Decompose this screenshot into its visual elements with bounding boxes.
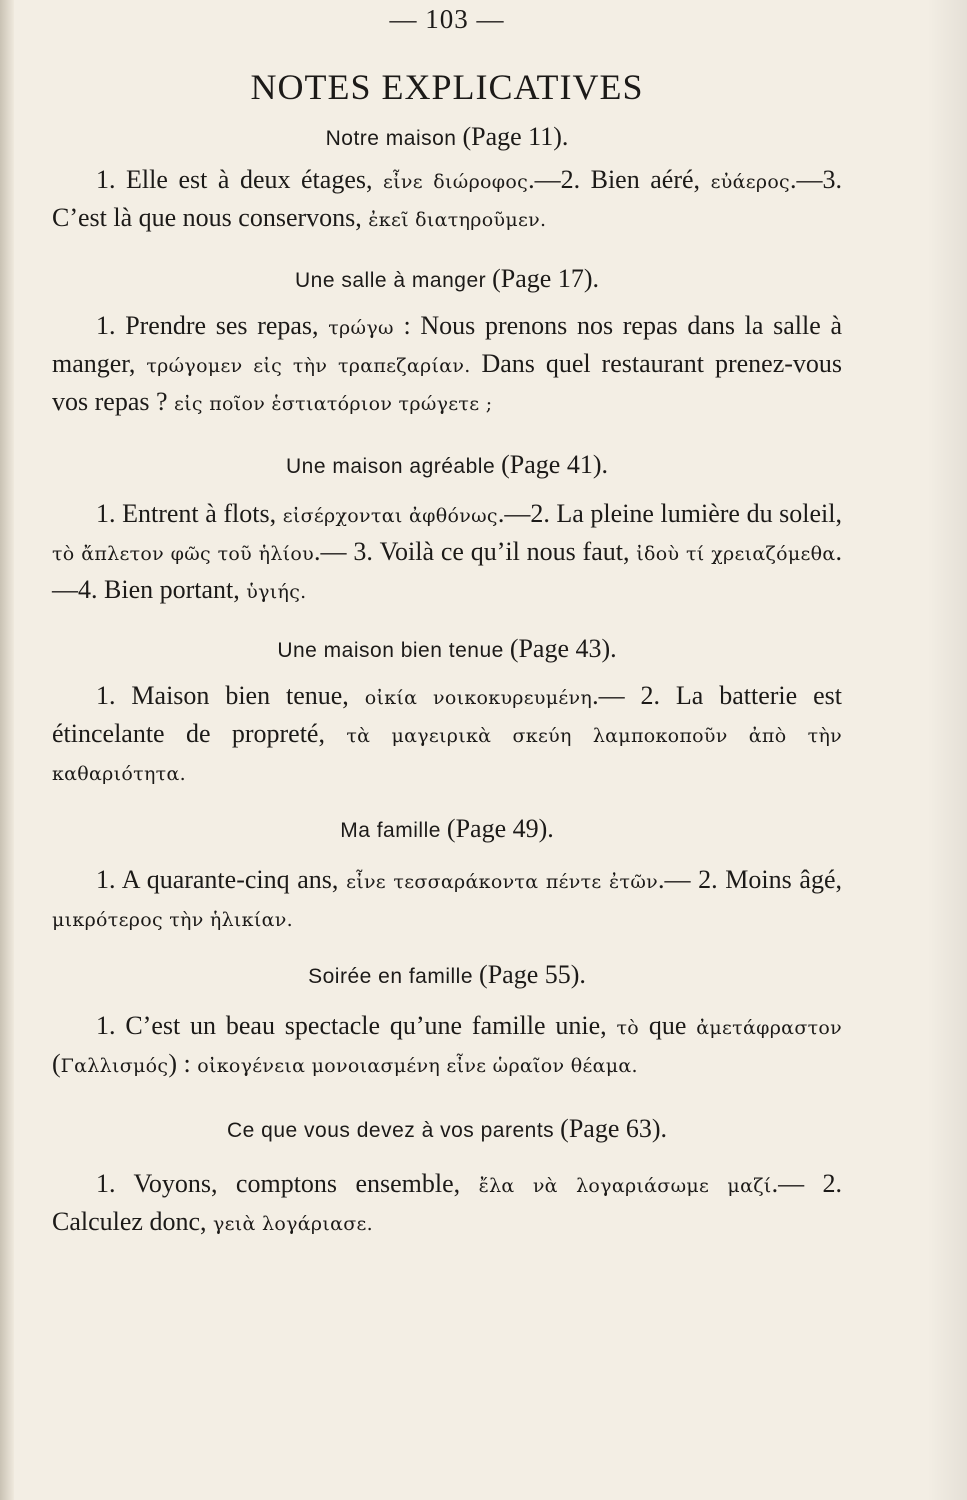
greek-gloss: τὸ ἄπλετον φῶς τοῦ ἡλίου (52, 543, 315, 565)
page-fold-shadow (927, 0, 967, 1500)
section-title: Notre maison (325, 127, 457, 150)
section-body (52, 308, 842, 422)
section-page-ref: (Page 41). (501, 450, 608, 479)
page-edge (0, 0, 14, 1500)
greek-gloss: Γαλλισμός (60, 1055, 169, 1077)
greek-gloss: ἀμετάφραστον (696, 1017, 842, 1039)
french-text: .—2. La pleine lumière du soleil, (497, 499, 843, 528)
section-page-ref: (Page 11). (462, 122, 569, 151)
section-body (52, 162, 842, 238)
section-heading (52, 1114, 842, 1144)
french-text: 1. Prendre ses repas, (96, 311, 329, 340)
section-heading (52, 264, 842, 294)
french-text: .—3. C’est là que nous conservons, (52, 165, 842, 232)
section-title: Soirée en famille (308, 965, 474, 988)
greek-gloss: ὑγιής. (246, 581, 307, 603)
page-content (52, 0, 842, 1242)
french-text: .—2. Bien aéré, (528, 165, 711, 194)
french-text: ( (52, 1049, 61, 1078)
section-body (52, 1008, 842, 1084)
section-body (52, 862, 842, 938)
french-text: .— 3. Voilà ce qu’il nous faut, (314, 537, 637, 566)
greek-gloss: ἐκεῖ διατηροῦμεν. (368, 209, 547, 231)
greek-gloss: γειὰ λογάριασε. (213, 1213, 373, 1235)
french-text: 1. Maison bien tenue, (96, 681, 365, 710)
french-text: ) : (168, 1049, 198, 1078)
section-page-ref: (Page 49). (446, 814, 554, 843)
greek-gloss: ἔλα νὰ λογαριάσωμε μαζί (478, 1175, 772, 1197)
greek-gloss: τρώγομεν εἰς τὴν τραπεζαρίαν. (146, 355, 471, 377)
section-page-ref: (Page 55). (479, 960, 586, 989)
greek-gloss: εἰσέρχονται ἀφθόνως (282, 505, 498, 527)
greek-gloss: εἰς ποῖον ἑστιατόριον τρώγετε ; (174, 393, 493, 415)
french-text: Dans quel restaurant prenez-vous vos repas ? (52, 349, 843, 416)
section-title: Une maison agréable (286, 455, 496, 478)
greek-gloss: οἰκογένεια μονοιασμένη εἶνε ὡραῖον θέαμα. (197, 1055, 638, 1077)
section-title: Ma famille (340, 819, 441, 842)
french-text: .— 2. Calculez donc, (52, 1169, 842, 1236)
section-heading (52, 450, 842, 480)
section-title: Une salle à manger (295, 269, 487, 292)
french-text: .—4. Bien portant, (52, 537, 843, 604)
section-page-ref: (Page 63). (560, 1114, 668, 1143)
greek-gloss: τὸ (616, 1017, 640, 1039)
greek-gloss: ἰδοὺ τί χρειαζόμεθα (636, 543, 836, 565)
greek-gloss: εἶνε διώροφος (383, 171, 529, 193)
section-page-ref: (Page 17). (492, 264, 599, 293)
section-heading (52, 814, 842, 844)
french-text: 1. C’est un beau spectacle qu’une famille unie, (96, 1011, 617, 1040)
french-text: : Nous prenons nos repas dans la salle à manger, (52, 311, 842, 378)
greek-gloss: μικρότερος τὴν ἡλικίαν. (52, 909, 293, 931)
section-body (52, 496, 842, 610)
greek-gloss: τὰ μαγειρικὰ σκεύη λαμποκοποῦν ἀπὸ τὴν καθαριότητα. (52, 725, 842, 785)
greek-gloss: τρώγω (328, 317, 394, 339)
section-heading (52, 634, 842, 664)
section-title: Ce que vous devez à vos parents (226, 1119, 555, 1142)
main-title: NOTES EXPLICATIVES (250, 67, 644, 107)
french-text: que (639, 1011, 697, 1040)
section-page-ref: (Page 43). (509, 634, 617, 663)
greek-gloss: εἶνε τεσσαράκοντα πέντε ἐτῶν (346, 871, 659, 893)
section-heading (52, 122, 842, 152)
section-title: Une maison bien tenue (277, 639, 504, 662)
section-body (52, 1166, 842, 1242)
french-text: .— 2. La batterie est étincelante de propreté, (52, 681, 842, 748)
greek-gloss: εὐάερος (710, 171, 790, 193)
french-text: 1. Elle est à deux étages, (96, 165, 384, 194)
greek-gloss: οἰκία νοικοκυρευμένη (364, 687, 593, 709)
section-body (52, 678, 842, 792)
french-text: 1. Voyons, comptons ensemble, (96, 1169, 479, 1198)
french-text: .— 2. Moins âgé, (658, 865, 842, 894)
section-heading (52, 960, 842, 990)
french-text: 1. A quarante-cinq ans, (96, 865, 347, 894)
french-text: 1. Entrent à flots, (96, 499, 283, 528)
page-number: — 103 — (389, 4, 505, 34)
